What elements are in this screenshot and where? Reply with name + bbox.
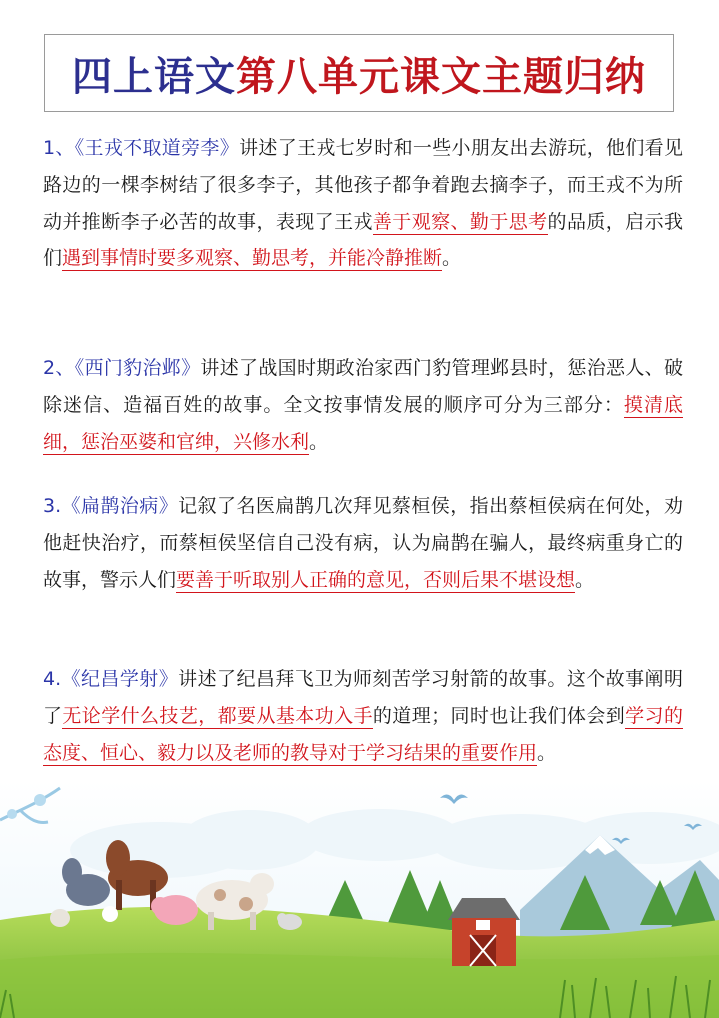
- item-text: 讲述了王戎七岁时和一些小朋友出去游玩，他们看见路边的一棵李树结了很多李子，其他孩子都争着跑去摘李子，而王戎不为所动并推断李子必苦的故事，表现了王戎: [43, 137, 683, 233]
- book-title: 《纪昌学射》: [61, 668, 179, 690]
- item-text: 。: [537, 741, 557, 764]
- farm-scene-illustration: [0, 780, 719, 1018]
- item-number: 3.: [43, 495, 62, 517]
- item-text: 。: [442, 247, 462, 270]
- highlight-text: 摸清底细，惩治巫婆和官绅，兴修水利: [43, 393, 683, 453]
- book-title: 《王戎不取道旁李》: [74, 137, 240, 159]
- title-part-2: 第八单元课文主题归纳: [236, 53, 646, 100]
- barn-icon: [448, 898, 520, 966]
- lamb-icon: [50, 909, 70, 927]
- item-4: [43, 661, 683, 771]
- item-text: 。: [309, 430, 329, 453]
- highlight-text: 无论学什么技艺，都要从基本功入手: [62, 704, 373, 727]
- item-text: 。: [575, 568, 595, 591]
- item-text: 记叙了名医扁鹊几次拜见蔡桓侯，指出蔡桓侯病在何处，劝他赶快治疗，而蔡桓侯坚信自己没有病，认为扁鹊在骗人，最终病重身亡的故事，警示人们: [43, 495, 683, 591]
- item-1: [43, 130, 683, 277]
- item-text: 讲述了纪昌拜飞卫为师刻苦学习射箭的故事。这个故事阐明了: [43, 668, 683, 727]
- item-text: 的道理；同时也让我们体会到: [372, 704, 626, 727]
- title-part-1: 四上语文: [72, 53, 236, 100]
- highlight-text: 要善于听取别人正确的意见，否则后果不堪设想: [176, 568, 576, 591]
- book-title: 《西门豹治邺》: [74, 357, 201, 379]
- title-box: [44, 34, 674, 112]
- item-number: 2、: [43, 357, 75, 379]
- item-number: 1、: [43, 137, 75, 159]
- item-2: [43, 350, 683, 460]
- highlight-text: 学习的态度、恒心、毅力以及老师的教导对于学习结果的重要作用: [43, 704, 683, 764]
- page-title: [72, 45, 646, 102]
- item-text: 的品质，启示我们: [43, 210, 683, 270]
- item-3: [43, 488, 683, 598]
- item-number: 4.: [43, 668, 62, 690]
- duck-icon: [102, 906, 118, 922]
- highlight-text: 善于观察、勤于思考: [372, 210, 548, 233]
- item-text: 讲述了战国时期政治家西门豹管理邺县时，惩治恶人、破除迷信、造福百姓的故事。全文按事情发展的顺序可分为三部分：: [43, 357, 683, 416]
- highlight-text: 遇到事情时要多观察、勤思考，并能冷静推断: [62, 247, 443, 270]
- book-title: 《扁鹊治病》: [61, 495, 179, 517]
